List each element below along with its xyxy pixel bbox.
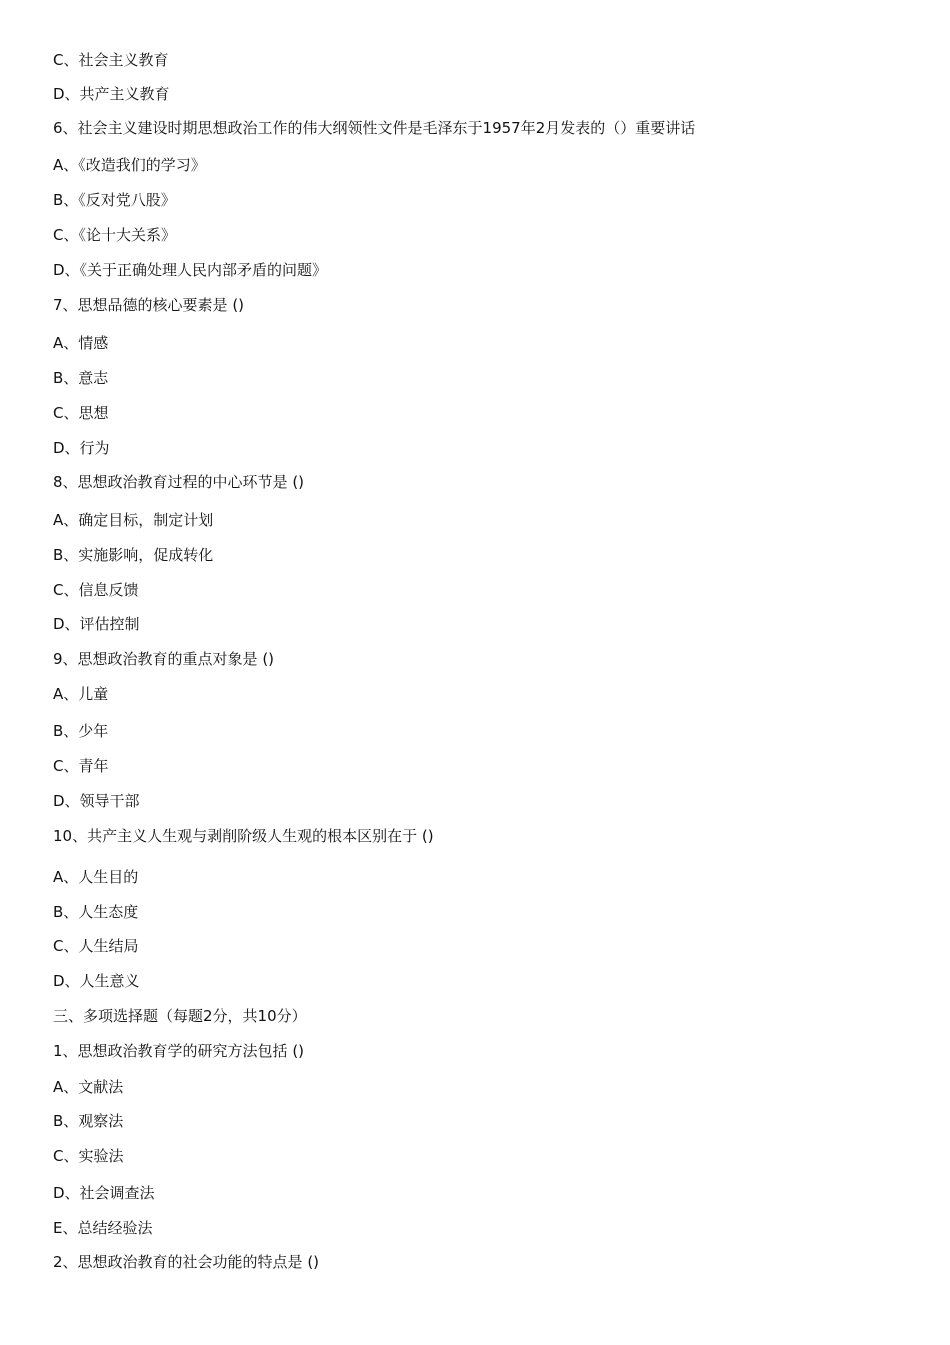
option-line: A、《改造我们的学习》 xyxy=(53,156,206,174)
option-line: D、行为 xyxy=(53,439,110,457)
option-line: B、少年 xyxy=(53,722,109,740)
question-line: 2、思想政治教育的社会功能的特点是 () xyxy=(53,1253,320,1271)
option-line: C、青年 xyxy=(53,757,109,775)
option-line: B、意志 xyxy=(53,369,109,387)
option-line: A、文献法 xyxy=(53,1078,124,1096)
option-line: B、人生态度 xyxy=(53,903,139,921)
option-line: D、《关于正确处理人民内部矛盾的问题》 xyxy=(53,261,328,279)
option-line: A、确定目标，制定计划 xyxy=(53,511,214,529)
option-line: C、思想 xyxy=(53,404,109,422)
question-line: 1、思想政治教育学的研究方法包括 () xyxy=(53,1042,305,1060)
option-line: B、实施影响，促成转化 xyxy=(53,546,214,564)
option-line: D、人生意义 xyxy=(53,972,140,990)
option-line: B、《反对党八股》 xyxy=(53,191,176,209)
option-line: C、《论十大关系》 xyxy=(53,226,176,244)
question-line: 9、思想政治教育的重点对象是 () xyxy=(53,650,275,668)
option-line: A、情感 xyxy=(53,334,109,352)
option-line: C、信息反馈 xyxy=(53,581,139,599)
section-heading: 三、多项选择题（每题2分，共10分） xyxy=(53,1007,307,1025)
option-line: B、观察法 xyxy=(53,1112,124,1130)
option-line: D、领导干部 xyxy=(53,792,140,810)
question-line: 10、共产主义人生观与剥削阶级人生观的根本区别在于 () xyxy=(53,827,434,845)
option-line: D、社会调查法 xyxy=(53,1184,155,1202)
option-line: C、实验法 xyxy=(53,1147,124,1165)
option-line: A、儿童 xyxy=(53,685,109,703)
option-line: C、人生结局 xyxy=(53,937,139,955)
question-line: 6、社会主义建设时期思想政治工作的伟大纲领性文件是毛泽东于1957年2月发表的（）重要讲话 xyxy=(53,119,696,137)
option-line: E、总结经验法 xyxy=(53,1219,153,1237)
option-line: C、社会主义教育 xyxy=(53,51,169,69)
option-line: D、评估控制 xyxy=(53,615,140,633)
option-line: D、共产主义教育 xyxy=(53,85,170,103)
question-line: 8、思想政治教育过程的中心环节是 () xyxy=(53,473,305,491)
option-line: A、人生目的 xyxy=(53,868,139,886)
question-line: 7、思想品德的核心要素是 () xyxy=(53,296,245,314)
